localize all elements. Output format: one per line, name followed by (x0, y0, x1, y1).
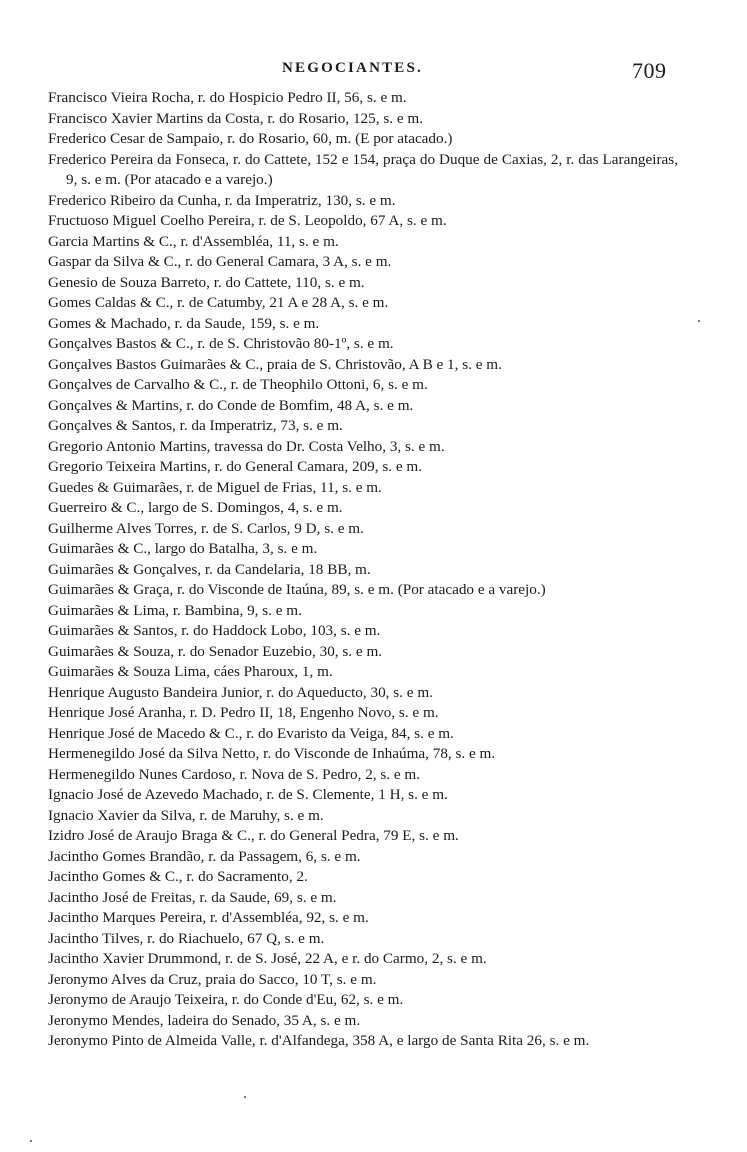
directory-entry: Jacintho Xavier Drummond, r. de S. José, 22 A, e r. do Carmo, 2, s. e m. (48, 950, 487, 967)
directory-entry: Gonçalves Bastos & C., r. de S. Christovão 80-1º, s. e m. (48, 335, 394, 352)
directory-entry: Jacintho Gomes & C., r. do Sacramento, 2. (48, 868, 308, 885)
directory-entry: Hermenegildo Nunes Cardoso, r. Nova de S. Pedro, 2, s. e m. (48, 765, 421, 783)
directory-entry: Gonçalves de Carvalho & C., r. de Theophilo Ottoni, 6, s. e m. (48, 376, 428, 393)
directory-entry: Guimarães & C., largo do Batalha, 3, s. e m. (48, 540, 318, 557)
directory-entry: Guimarães & Gonçalves, r. da Candelaria, 18 BB, m. (48, 560, 371, 578)
directory-entry: Fructuoso Miguel Coelho Pereira, r. de S. Leopoldo, 67 A, s. e m. (48, 212, 447, 229)
directory-entry: Ignacio José de Azevedo Machado, r. de S. Clemente, 1 H, s. e m. (48, 786, 448, 803)
print-speck (244, 1096, 246, 1098)
directory-entry: Jeronymo Mendes, ladeira do Senado, 35 A, s. e m. (48, 1011, 361, 1029)
directory-entry: Guilherme Alves Torres, r. de S. Carlos, 9 D, s. e m. (48, 519, 364, 537)
directory-entry: Jacintho Tilves, r. do Riachuelo, 67 Q, s. e m. (48, 929, 325, 947)
directory-entry: Henrique José de Macedo & C., r. do Evaristo da Veiga, 84, s. e m. (48, 724, 454, 742)
directory-entry: Guimarães & Souza, r. do Senador Euzebio, 30, s. e m. (48, 642, 383, 660)
directory-entry: Guerreiro & C., largo de S. Domingos, 4, s. e m. (48, 499, 343, 516)
directory-entry: Frederico Pereira da Fonseca, r. do Cattete, 152 e 154, praça do Duque de Caxias, 2, r. das Larangeiras, 9, s. e m. (Por atacado e a varejo.) (48, 150, 678, 188)
directory-entry: Ignacio Xavier da Silva, r. de Maruhy, s. e m. (48, 806, 324, 824)
directory-entry: Hermenegildo José da Silva Netto, r. do Visconde de Inhaúma, 78, s. e m. (48, 745, 496, 762)
directory-entry: Jeronymo Alves da Cruz, praia do Sacco, 10 T, s. e m. (48, 970, 377, 988)
directory-entry: Gomes Caldas & C., r. de Catumby, 21 A e 28 A, s. e m. (48, 294, 389, 311)
page-header (0, 58, 747, 88)
directory-entry: Jacintho Marques Pereira, r. d'Assembléa, 92, s. e m. (48, 909, 369, 926)
directory-entry: Izidro José de Araujo Braga & C., r. do General Pedra, 79 E, s. e m. (48, 827, 459, 844)
directory-entry: Gaspar da Silva & C., r. do General Camara, 3 A, s. e m. (48, 253, 392, 270)
directory-entry: Jeronymo de Araujo Teixeira, r. do Conde d'Eu, 62, s. e m. (48, 991, 404, 1008)
print-speck (698, 320, 700, 322)
directory-entry: Frederico Ribeiro da Cunha, r. da Imperatriz, 130, s. e m. (48, 191, 396, 209)
page-number: 709 (632, 58, 667, 83)
directory-entry: Gregorio Antonio Martins, travessa do Dr. Costa Velho, 3, s. e m. (48, 437, 445, 455)
directory-entry: Jacintho Gomes Brandão, r. da Passagem, 6, s. e m. (48, 847, 361, 865)
directory-entry: Gregorio Teixeira Martins, r. do General Camara, 209, s. e m. (48, 458, 423, 475)
directory-entry: Gonçalves & Martins, r. do Conde de Bomfim, 48 A, s. e m. (48, 396, 414, 414)
directory-entry: Guimarães & Lima, r. Bambina, 9, s. e m. (48, 601, 302, 619)
directory-entry: Francisco Xavier Martins da Costa, r. do Rosario, 125, s. e m. (48, 109, 423, 127)
directory-entry: Guimarães & Souza Lima, cáes Pharoux, 1, m. (48, 663, 333, 680)
directory-entry: Jeronymo Pinto de Almeida Valle, r. d'Alfandega, 358 A, e largo de Santa Rita 26, s. e m. (48, 1032, 590, 1049)
directory-entry: Frederico Cesar de Sampaio, r. do Rosario, 60, m. (E por atacado.) (48, 130, 453, 147)
directory-entry: Guedes & Guimarães, r. de Miguel de Frias, 11, s. e m. (48, 478, 382, 496)
directory-entry: Gomes & Machado, r. da Saude, 159, s. e m. (48, 314, 320, 332)
directory-entry: Genesio de Souza Barreto, r. do Cattete, 110, s. e m. (48, 273, 365, 291)
directory-entry: Guimarães & Santos, r. do Haddock Lobo, 103, s. e m. (48, 622, 381, 639)
print-speck (30, 1140, 32, 1142)
directory-entry: Garcia Martins & C., r. d'Assembléa, 11, s. e m. (48, 232, 339, 250)
merchant-directory-list (48, 88, 678, 1052)
directory-entry: Jacintho José de Freitas, r. da Saude, 69, s. e m. (48, 888, 337, 906)
directory-entry: Guimarães & Graça, r. do Visconde de Itaúna, 89, s. e m. (Por atacado e a varejo.) (48, 581, 546, 598)
directory-entry: Gonçalves Bastos Guimarães & C., praia de S. Christovão, A B e 1, s. e m. (48, 355, 502, 373)
directory-entry: Francisco Vieira Rocha, r. do Hospicio Pedro II, 56, s. e m. (48, 89, 407, 106)
directory-entry: Henrique Augusto Bandeira Junior, r. do Aqueducto, 30, s. e m. (48, 683, 433, 701)
running-title: NEGOCIANTES. (282, 60, 424, 76)
directory-entry: Henrique José Aranha, r. D. Pedro II, 18, Engenho Novo, s. e m. (48, 704, 439, 721)
directory-entry: Gonçalves & Santos, r. da Imperatriz, 73, s. e m. (48, 417, 343, 434)
